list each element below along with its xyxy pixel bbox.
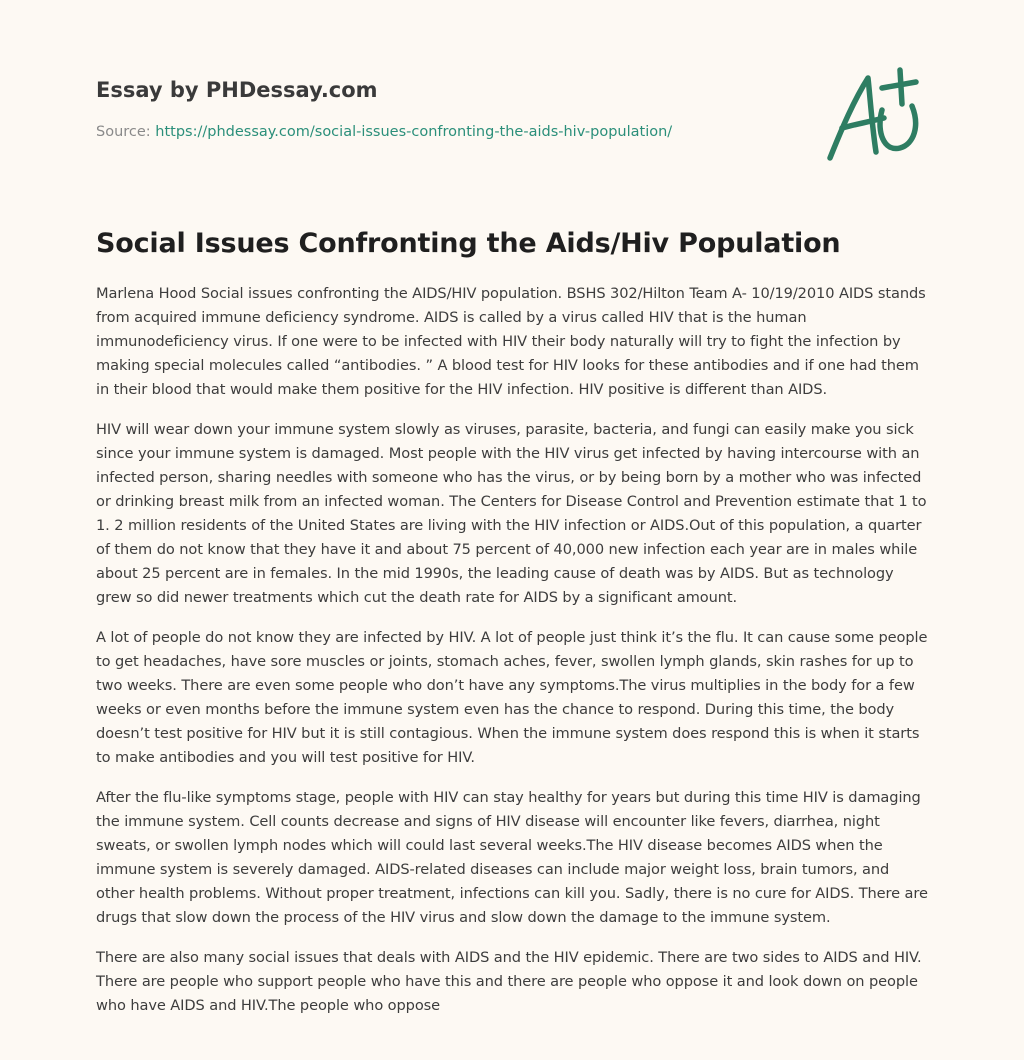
site-brand: Essay by PHDessay.com xyxy=(96,78,378,102)
article-paragraph-4: After the flu-like symptoms stage, people with HIV can stay healthy for years but during this time HIV is damaging the immune system. Cell counts decrease and signs of HIV disease will encounter like fevers, diarrhea, night sweats, or swollen lymph nodes which will could last several weeks.The HIV disease becomes AIDS when the immune system is severely damaged. AIDS-related diseases can include major weight loss, brain tumors, and other health problems. Without proper treatment, infections can kill you. Sadly, there is no cure for AIDS. There are drugs that slow down the process of the HIV virus and slow down the damage to the immune system. xyxy=(96,789,928,926)
article xyxy=(96,226,931,1034)
source-line xyxy=(96,122,796,142)
article-paragraph-3: A lot of people do not know they are infected by HIV. A lot of people just think it’s the flu. It can cause some people to get headaches, have sore muscles or joints, stomach aches, fever, swollen lymph glands, skin rashes for up to two weeks. There are even some people who don’t have any symptoms.The virus multiplies in the body for a few weeks or even months before the immune system even has the chance to respond. During this time, the body doesn’t test positive for HIV but it is still contagious. When the immune system does respond this is when it starts to make antibodies and you will test positive for HIV. xyxy=(96,629,928,766)
article-paragraph-5: There are also many social issues that deals with AIDS and the HIV epidemic. There are two sides to AIDS and HIV. There are people who support people who have this and there are people who oppose it and look down on people who have AIDS and HIV.The people who oppose xyxy=(96,949,922,1014)
article-paragraph-2: HIV will wear down your immune system slowly as viruses, parasite, bacteria, and fungi can easily make you sick since your immune system is damaged. Most people with the HIV virus get infected by having intercourse with an infected person, sharing needles with someone who has the virus, or by being born by a mother who was infected or drinking breast milk from an infected woman. The Centers for Disease Control and Prevention estimate that 1 to 1. 2 million residents of the United States are living with the HIV infection or AIDS.Out of this population, a quarter of them do not know that they have it and about 75 percent of 40,000 new infection each year are in males while about 25 percent are in females. In the mid 1990s, the leading cause of death was by AIDS. But as technology grew so did newer treatments which cut the death rate for AIDS by a significant amount. xyxy=(96,421,927,606)
article-title: Social Issues Confronting the Aids/Hiv Population xyxy=(96,228,841,259)
article-paragraph-1: Marlena Hood Social issues confronting the AIDS/HIV population. BSHS 302/Hilton Team A- 10/19/2010 AIDS stands from acquired immune deficiency syndrome. AIDS is called by a virus called HIV that is the human immunodeficiency virus. If one were to be infected with HIV their body naturally will try to fight the infection by making special molecules called “antibodies. ” A blood test for HIV looks for these antibodies and if one had them in their blood that would make them positive for the HIV infection. HIV positive is different than AIDS. xyxy=(96,285,926,398)
source-link[interactable]: https://phdessay.com/social-issues-confronting-the-aids-hiv-population/ xyxy=(155,124,673,140)
page-header xyxy=(96,76,796,142)
source-label: Source: xyxy=(96,124,156,140)
a-plus-grade-icon xyxy=(820,66,930,166)
